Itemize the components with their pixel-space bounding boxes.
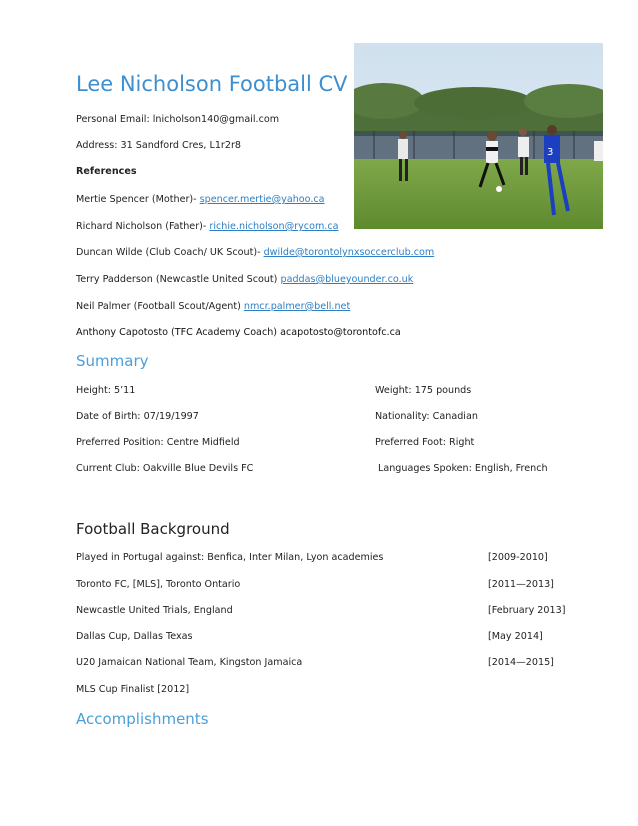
background-row-desc: MLS Cup Finalist [2012]	[76, 684, 190, 695]
reference-item	[76, 274, 413, 285]
background-row-date: [2014—2015]	[488, 657, 554, 668]
reference-item	[76, 327, 401, 338]
summary-position: Preferred Position: Centre Midfield	[76, 437, 240, 448]
background-row-desc: U20 Jamaican National Team, Kingston Jamaica	[76, 657, 303, 668]
reference-name: Anthony Capotosto (TFC Academy Coach) acapotosto@torontofc.ca	[76, 327, 401, 338]
reference-name: Richard Nicholson (Father)-	[76, 221, 210, 232]
accomplishments-heading: Accomplishments	[76, 710, 209, 728]
football-match-image	[354, 43, 603, 229]
summary-dob: Date of Birth: 07/19/1997	[76, 411, 199, 422]
summary-club: Current Club: Oakville Blue Devils FC	[76, 463, 254, 474]
summary-languages: Languages Spoken: English, French	[378, 463, 548, 474]
reference-item	[76, 194, 325, 205]
summary-weight: Weight: 175 pounds	[375, 385, 472, 396]
reference-name: Terry Padderson (Newcastle United Scout)	[76, 274, 281, 285]
background-row-date: [2009-2010]	[488, 552, 548, 563]
background-row-date: [February 2013]	[488, 605, 566, 616]
background-row-desc: Toronto FC, [MLS], Toronto Ontario	[76, 579, 241, 590]
reference-email-link[interactable]: spencer.mertie@yahoo.ca	[199, 194, 325, 205]
reference-name: Neil Palmer (Football Scout/Agent)	[76, 301, 244, 312]
reference-item	[76, 247, 434, 258]
background-row-desc: Played in Portugal against: Benfica, Inter Milan, Lyon academies	[76, 552, 384, 563]
address-line: Address: 31 Sandford Cres, L1r2r8	[76, 140, 242, 151]
reference-email-link[interactable]: nmcr.palmer@bell.net	[243, 301, 351, 312]
svg-text:3: 3	[547, 147, 554, 158]
summary-nationality: Nationality: Canadian	[375, 411, 478, 422]
background-row-date: [2011—2013]	[488, 579, 554, 590]
background-row-desc: Dallas Cup, Dallas Texas	[76, 631, 193, 642]
background-heading: Football Background	[76, 520, 230, 538]
reference-item	[76, 301, 350, 312]
reference-email-link[interactable]: richie.nicholson@rycom.ca	[209, 221, 339, 232]
summary-foot: Preferred Foot: Right	[375, 437, 475, 448]
background-row-desc: Newcastle United Trials, England	[76, 605, 233, 616]
reference-email-link[interactable]: dwilde@torontolynxsoccerclub.com	[263, 247, 435, 258]
reference-name: Duncan Wilde (Club Coach/ UK Scout)-	[76, 247, 264, 258]
player-photo	[354, 43, 603, 229]
background-row-date: [May 2014]	[488, 631, 543, 642]
references-heading: References	[76, 166, 137, 177]
summary-height: Height: 5’11	[76, 385, 136, 396]
reference-name: Mertie Spencer (Mother)-	[76, 194, 200, 205]
email-line: Personal Email: lnicholson140@gmail.com	[76, 114, 280, 125]
reference-email-link[interactable]: paddas@blueyounder.co.uk	[280, 274, 414, 285]
cv-title: Lee Nicholson Football CV	[76, 72, 348, 96]
reference-item	[76, 221, 339, 232]
summary-heading: Summary	[76, 352, 149, 370]
